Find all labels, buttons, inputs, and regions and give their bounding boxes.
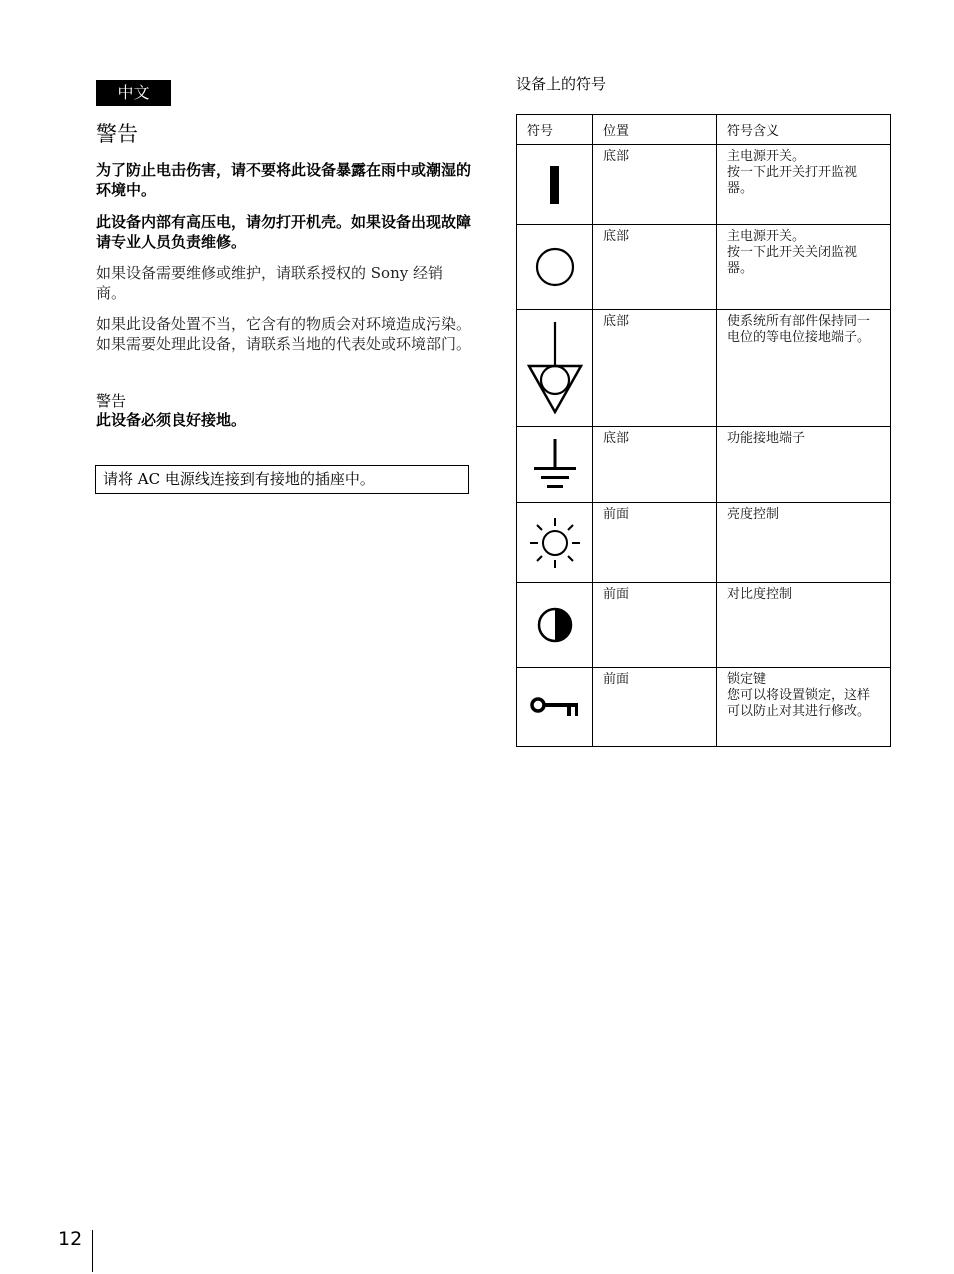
symbol-cell xyxy=(517,145,593,225)
grounding-warning: 此设备必须良好接地。 xyxy=(96,411,247,429)
symbol-cell xyxy=(517,503,593,583)
location-cell: 底部 xyxy=(593,145,717,225)
warning-heading: 警告 xyxy=(96,122,138,146)
table-row xyxy=(517,225,891,310)
header-meaning: 符号含义 xyxy=(717,115,891,145)
functional-ground-icon xyxy=(530,437,580,493)
warning-label: 警告 xyxy=(96,392,127,410)
symbols-table xyxy=(516,114,891,747)
meaning-cell: 对比度控制 xyxy=(717,583,891,668)
key-lock-icon xyxy=(529,695,581,719)
location-cell: 前面 xyxy=(593,503,717,583)
power-on-icon xyxy=(545,163,565,207)
power-off-icon xyxy=(533,245,577,289)
table-row xyxy=(517,310,891,427)
symbol-cell xyxy=(517,668,593,747)
symbol-cell xyxy=(517,427,593,503)
symbols-section-title: 设备上的符号 xyxy=(516,75,607,93)
table-row xyxy=(517,668,891,747)
warning-text-moisture: 为了防止电击伤害，请不要将此设备暴露在雨中或潮湿的环境中。 xyxy=(96,161,472,199)
symbol-cell xyxy=(517,225,593,310)
location-cell: 前面 xyxy=(593,668,717,747)
warning-text-high-voltage: 此设备内部有高压电，请勿打开机壳。如果设备出现故障请专业人员负责维修。 xyxy=(96,213,472,251)
symbol-cell xyxy=(517,310,593,427)
table-row xyxy=(517,503,891,583)
symbol-cell xyxy=(517,583,593,668)
language-tab: 中文 xyxy=(96,80,171,106)
contrast-icon xyxy=(535,605,575,645)
equipotential-icon xyxy=(525,320,585,416)
table-row xyxy=(517,427,891,503)
meaning-cell: 锁定键 您可以将设置锁定，这样可以防止对其进行修改。 xyxy=(717,668,891,747)
meaning-cell: 使系统所有部件保持同一电位的等电位接地端子。 xyxy=(717,310,891,427)
location-cell: 前面 xyxy=(593,583,717,668)
location-cell: 底部 xyxy=(593,310,717,427)
meaning-cell: 功能接地端子 xyxy=(717,427,891,503)
header-symbol: 符号 xyxy=(517,115,593,145)
location-cell: 底部 xyxy=(593,427,717,503)
service-note: 如果设备需要维修或维护，请联系授权的 Sony 经销商。 xyxy=(96,264,443,302)
meaning-cell: 主电源开关。 按一下此开关关闭监视器。 xyxy=(717,225,891,310)
meaning-cell: 亮度控制 xyxy=(717,503,891,583)
location-cell: 底部 xyxy=(593,225,717,310)
ac-cord-note: 请将 AC 电源线连接到有接地的插座中。 xyxy=(95,465,469,494)
brightness-icon xyxy=(529,517,581,569)
disposal-note: 如果此设备处置不当，它含有的物质会对环境造成污染。如果需要处理此设备，请联系当地的代表处或环境部门。 xyxy=(96,315,472,353)
table-row xyxy=(517,145,891,225)
table-row xyxy=(517,583,891,668)
meaning-cell: 主电源开关。 按一下此开关打开监视器。 xyxy=(717,145,891,225)
table-header-row xyxy=(517,115,891,145)
page-number: 12 xyxy=(58,1228,83,1250)
header-location: 位置 xyxy=(593,115,717,145)
page-number-rule xyxy=(92,1230,93,1272)
